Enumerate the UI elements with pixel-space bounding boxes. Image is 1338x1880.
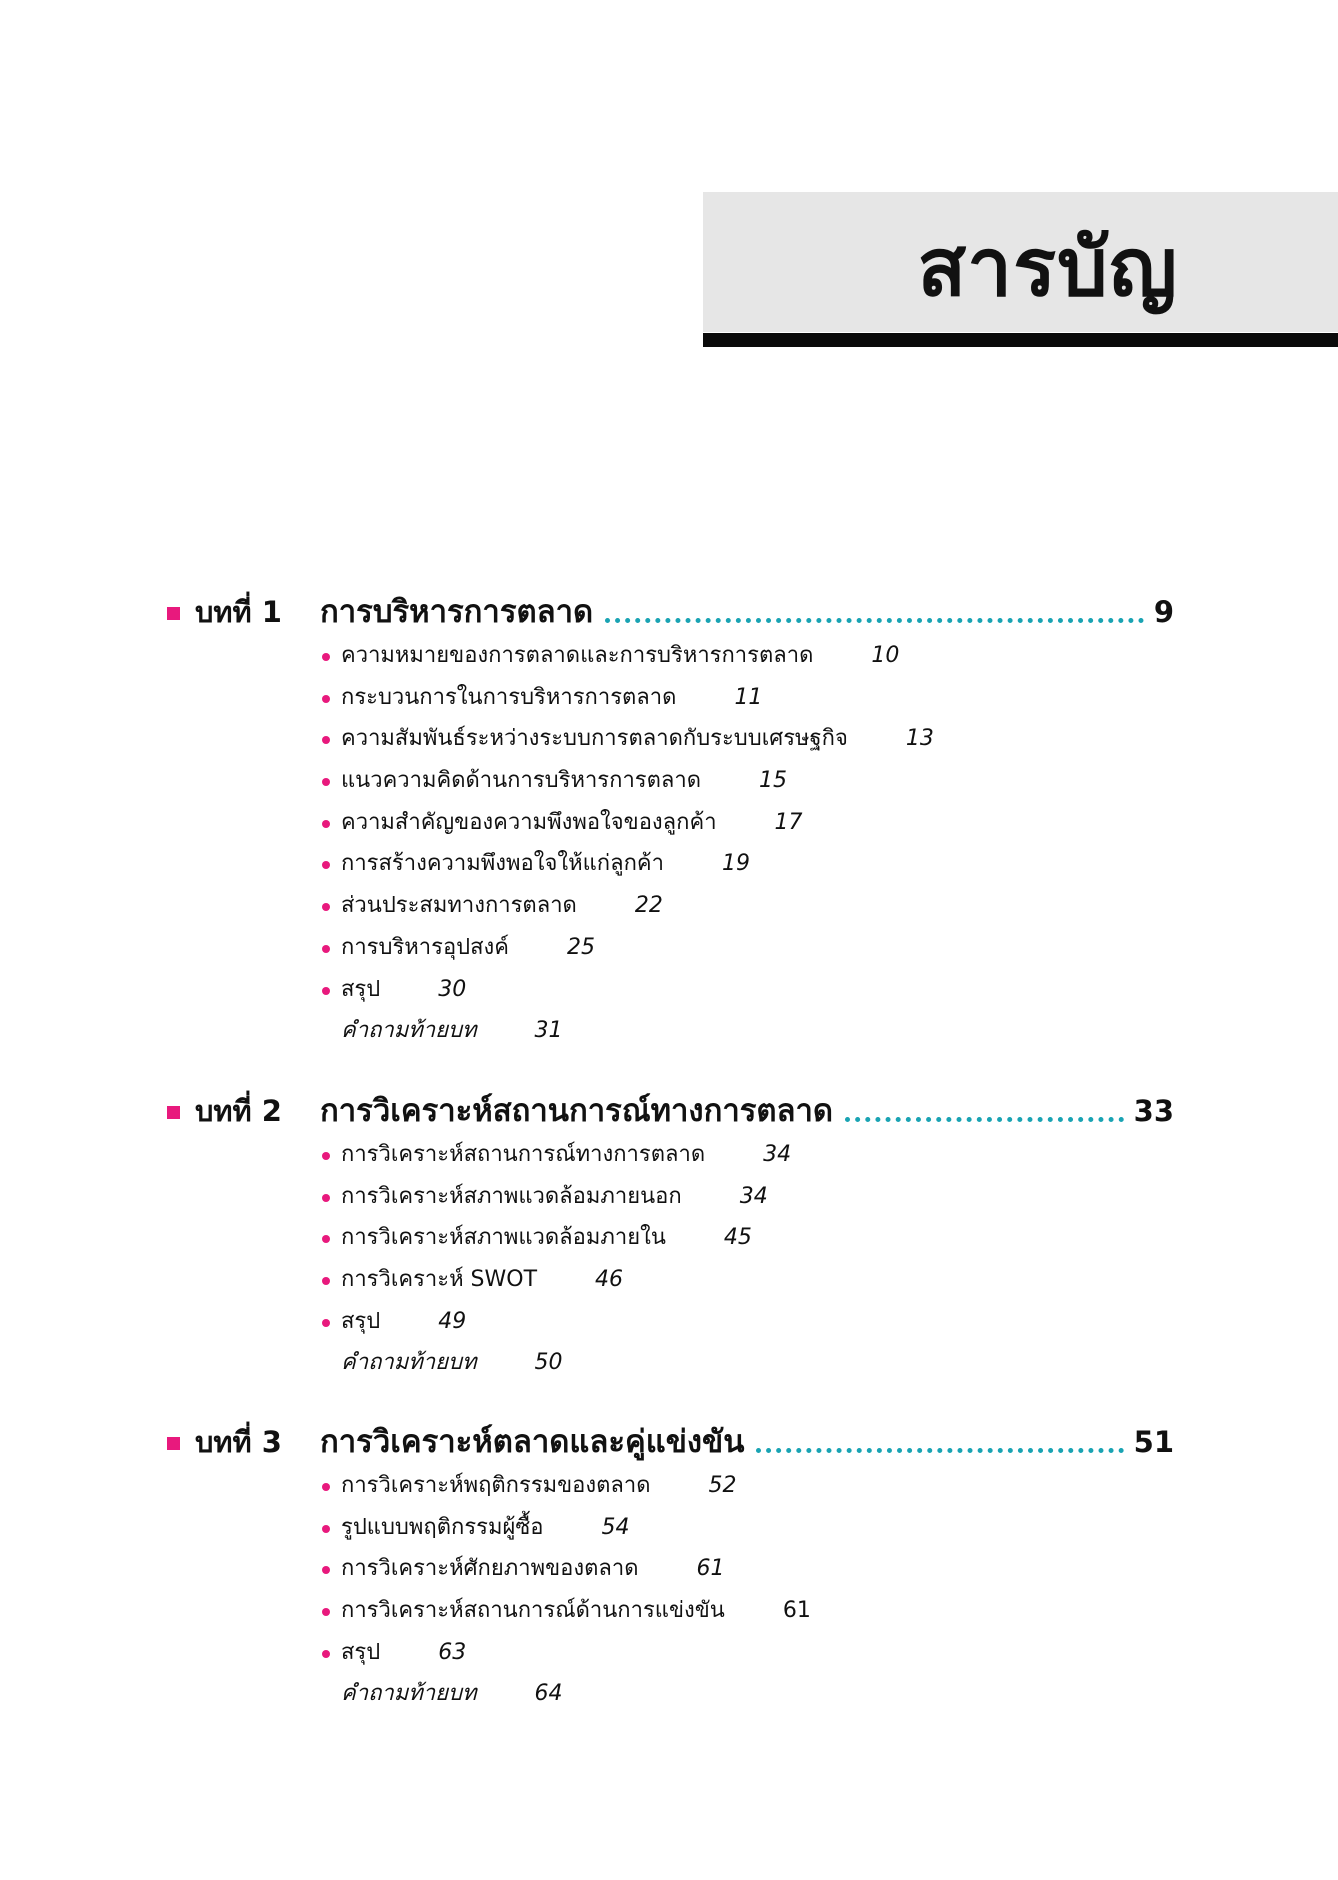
end-of-chapter-questions[interactable] <box>0 1345 1338 1387</box>
topic-item[interactable] <box>0 1220 1338 1262</box>
questions-label: คำถามท้ายบท <box>341 1681 477 1707</box>
topic-item[interactable] <box>0 930 1338 972</box>
topic-item[interactable] <box>0 1179 1338 1221</box>
topic-entry <box>341 1471 737 1501</box>
page-title: สารบัญ <box>917 221 1178 314</box>
topic-label: ความสัมพันธ์ระหว่างระบบการตลาดกับระบบเศรษฐกิจ <box>341 726 848 752</box>
topic-entry <box>341 1596 811 1626</box>
chapter-page-number: 33 <box>1133 1094 1174 1128</box>
topic-item[interactable] <box>0 1468 1338 1510</box>
topic-entry <box>341 933 595 963</box>
topic-page-number: 52 <box>708 1473 737 1498</box>
chapter-heading[interactable] <box>0 1418 1338 1468</box>
topic-label: รูปแบบพฤติกรรมผู้ซื้อ <box>341 1514 544 1540</box>
chapter-number: บทที่ 1 <box>195 595 282 629</box>
topic-label: สรุป <box>341 976 381 1002</box>
chapter-page-number: 9 <box>1153 595 1174 629</box>
topic-entry <box>341 1182 768 1212</box>
topic-item[interactable] <box>0 1551 1338 1593</box>
topic-page-number: 17 <box>774 809 803 835</box>
topic-item[interactable] <box>0 1304 1338 1346</box>
topic-entry <box>341 641 899 671</box>
topic-item[interactable] <box>0 805 1338 847</box>
chapter-title-line <box>320 1091 1174 1131</box>
chapter-number: บทที่ 3 <box>195 1425 282 1459</box>
topic-label: กระบวนการในการบริหารการตลาด <box>341 684 677 710</box>
square-bullet-icon <box>167 1106 180 1119</box>
topic-page-number: 11 <box>734 684 763 710</box>
chapter-title-line <box>320 1422 1174 1462</box>
chapter-title: การบริหารการตลาด <box>320 594 594 630</box>
dot-bullet-icon <box>322 1235 330 1243</box>
topic-label: การวิเคราะห์สภาพแวดล้อมภายนอก <box>341 1183 682 1209</box>
topic-page-number: 13 <box>905 726 934 752</box>
topic-page-number: 22 <box>634 893 663 919</box>
topic-label: สรุป <box>341 1308 381 1334</box>
dot-leader <box>845 1117 1124 1122</box>
topic-entry <box>341 849 750 879</box>
topic-page-number: 61 <box>782 1598 811 1624</box>
topic-label: การสร้างความพึงพอใจให้แก่ลูกค้า <box>341 851 664 877</box>
topic-entry <box>341 808 803 838</box>
topic-item[interactable] <box>0 972 1338 1014</box>
dot-bullet-icon <box>322 987 330 995</box>
topic-item[interactable] <box>0 638 1338 680</box>
dot-bullet-icon <box>322 1483 330 1491</box>
chapter-heading[interactable] <box>0 588 1338 638</box>
topic-entry <box>341 724 934 754</box>
chapter-section <box>0 588 1338 1055</box>
dot-bullet-icon <box>322 820 330 828</box>
topic-page-number: 15 <box>759 768 788 794</box>
topic-entry <box>341 1265 623 1295</box>
chapter-section <box>0 1418 1338 1718</box>
questions-page-number: 31 <box>534 1018 563 1044</box>
dot-bullet-icon <box>322 1277 330 1285</box>
topic-item[interactable] <box>0 846 1338 888</box>
topic-page-number: 34 <box>763 1142 792 1167</box>
topic-label: การวิเคราะห์สภาพแวดล้อมภายใน <box>341 1225 666 1251</box>
dot-bullet-icon <box>322 1566 330 1574</box>
topic-label: การบริหารอุปสงค์ <box>341 934 510 960</box>
questions-label: คำถามท้ายบท <box>341 1018 477 1044</box>
topic-entry <box>341 766 787 796</box>
topic-label: ความหมายของการตลาดและการบริหารการตลาด <box>341 643 814 668</box>
topic-label: ความสำคัญของความพึงพอใจของลูกค้า <box>341 809 717 835</box>
dot-bullet-icon <box>322 903 330 911</box>
topic-entry <box>341 1140 791 1170</box>
topic-entry <box>341 975 466 1005</box>
topic-page-number: 49 <box>438 1308 467 1334</box>
square-bullet-icon <box>167 607 180 620</box>
end-of-chapter-questions[interactable] <box>0 1013 1338 1055</box>
topic-item[interactable] <box>0 888 1338 930</box>
topic-entry <box>341 683 762 713</box>
topic-label: การวิเคราะห์ SWOT <box>341 1267 538 1293</box>
chapter-number: บทที่ 2 <box>195 1094 282 1128</box>
topic-page-number: 19 <box>721 851 750 877</box>
topic-page-number: 63 <box>438 1639 467 1665</box>
topic-entry <box>341 1638 466 1668</box>
chapter-page-number: 51 <box>1133 1425 1174 1459</box>
topic-page-number: 10 <box>871 643 900 668</box>
topic-page-number: 54 <box>601 1514 630 1540</box>
topic-entry <box>341 1679 562 1709</box>
dot-bullet-icon <box>322 695 330 703</box>
topic-item[interactable] <box>0 1593 1338 1635</box>
topic-list <box>0 1137 1338 1387</box>
dot-bullet-icon <box>322 1650 330 1658</box>
chapter-title: การวิเคราะห์สถานการณ์ทางการตลาด <box>320 1093 834 1129</box>
topic-entry <box>341 1307 466 1337</box>
dot-bullet-icon <box>322 736 330 744</box>
dot-bullet-icon <box>322 861 330 869</box>
topic-entry <box>341 1513 630 1543</box>
dot-bullet-icon <box>322 1319 330 1327</box>
questions-page-number: 50 <box>534 1350 563 1376</box>
topic-item[interactable] <box>0 1137 1338 1179</box>
topic-page-number: 45 <box>723 1225 752 1251</box>
title-underline <box>703 333 1338 347</box>
topic-item[interactable] <box>0 763 1338 805</box>
topic-label: การวิเคราะห์ศักยภาพของตลาด <box>341 1556 639 1582</box>
topic-page-number: 61 <box>696 1556 725 1582</box>
dot-bullet-icon <box>322 945 330 953</box>
chapter-title: การวิเคราะห์ตลาดและคู่แข่งขัน <box>320 1424 745 1460</box>
dot-bullet-icon <box>322 1152 330 1160</box>
topic-label: สรุป <box>341 1639 381 1665</box>
dot-bullet-icon <box>322 653 330 661</box>
chapter-section <box>0 1087 1338 1387</box>
square-bullet-icon <box>167 1437 180 1450</box>
topic-item[interactable] <box>0 1262 1338 1304</box>
dot-bullet-icon <box>322 1608 330 1616</box>
topic-entry <box>341 1348 562 1378</box>
dot-leader <box>605 618 1144 623</box>
chapter-heading[interactable] <box>0 1087 1338 1137</box>
questions-label: คำถามท้ายบท <box>341 1350 477 1376</box>
questions-page-number: 64 <box>534 1681 563 1707</box>
topic-list <box>0 638 1338 1055</box>
dot-bullet-icon <box>322 1525 330 1533</box>
topic-list <box>0 1468 1338 1718</box>
topic-entry <box>341 891 663 921</box>
topic-page-number: 34 <box>739 1183 768 1209</box>
topic-page-number: 46 <box>595 1267 624 1293</box>
topic-label: การวิเคราะห์สถานการณ์ด้านการแข่งขัน <box>341 1598 725 1624</box>
topic-entry <box>341 1016 562 1046</box>
topic-entry <box>341 1554 725 1584</box>
topic-label: การวิเคราะห์สถานการณ์ทางการตลาด <box>341 1142 706 1167</box>
topic-page-number: 30 <box>438 976 467 1002</box>
topic-label: การวิเคราะห์พฤติกรรมของตลาด <box>341 1473 651 1498</box>
end-of-chapter-questions[interactable] <box>0 1676 1338 1718</box>
dot-bullet-icon <box>322 778 330 786</box>
chapter-title-line <box>320 592 1174 632</box>
topic-entry <box>341 1223 752 1253</box>
topic-label: แนวความคิดด้านการบริหารการตลาด <box>341 768 702 794</box>
dot-leader <box>756 1448 1123 1453</box>
topic-item[interactable] <box>0 1635 1338 1677</box>
topic-page-number: 25 <box>567 934 596 960</box>
dot-bullet-icon <box>322 1194 330 1202</box>
topic-label: ส่วนประสมทางการตลาด <box>341 893 577 919</box>
topic-item[interactable] <box>0 721 1338 763</box>
topic-item[interactable] <box>0 1510 1338 1552</box>
topic-item[interactable] <box>0 680 1338 722</box>
